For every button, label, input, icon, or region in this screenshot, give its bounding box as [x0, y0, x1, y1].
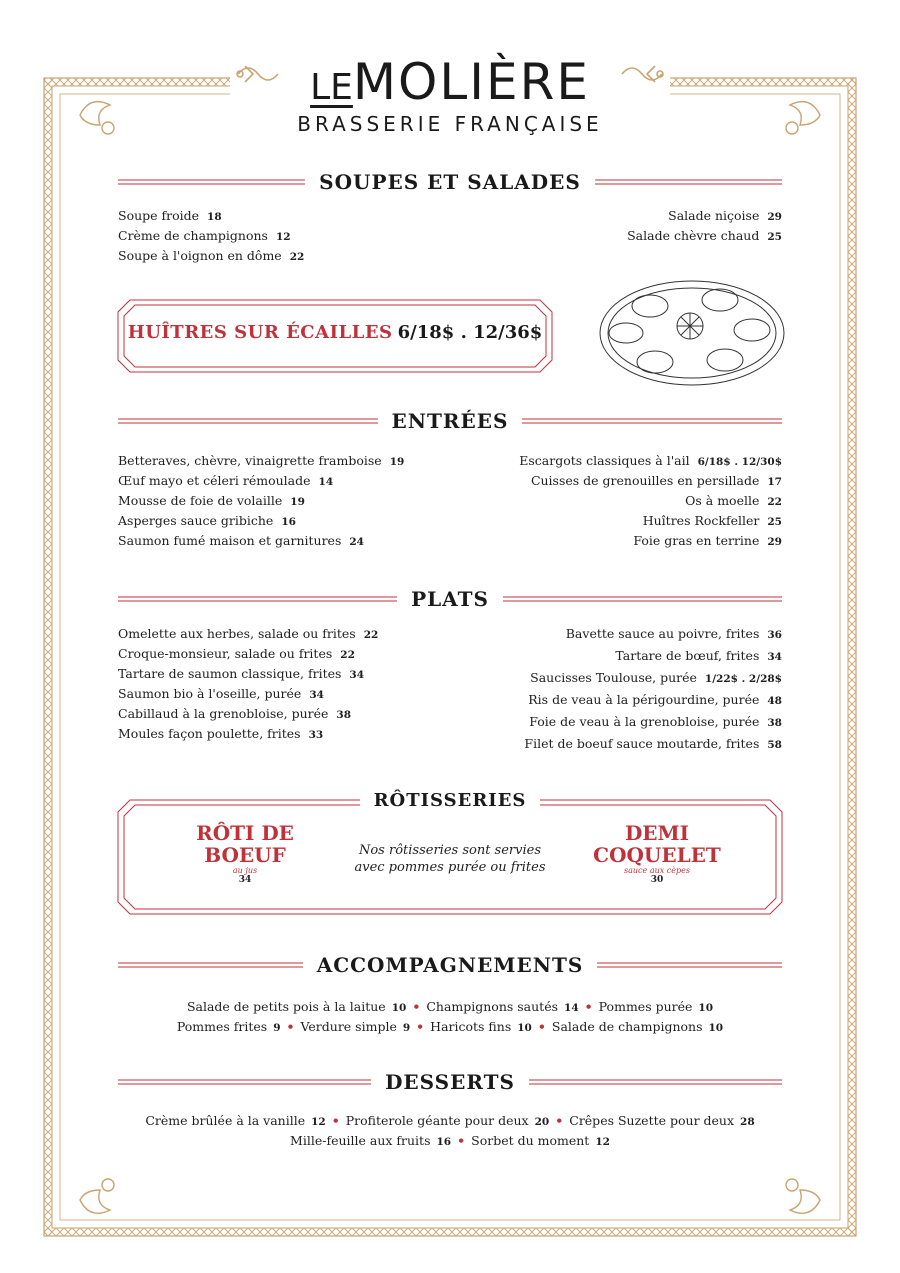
section-accompagnements	[118, 953, 782, 977]
section-plats	[118, 587, 782, 611]
section-title-soupes: SOUPES ET SALADES	[305, 170, 595, 194]
menu-item: Croque-monsieur, salade ou frites 22	[118, 646, 355, 661]
menu-item: Foie gras en terrine 29	[633, 533, 782, 548]
section-entrees	[118, 409, 782, 433]
rotisserie-right-name-2: COQUELET	[593, 843, 721, 867]
section-rotisseries	[0, 790, 900, 811]
rotisserie-note-1: Nos rôtisseries sont servies	[358, 843, 541, 858]
menu-item: Œuf mayo et céleri rémoulade 14	[118, 473, 334, 488]
menu-item: Omelette aux herbes, salade ou frites 22	[118, 626, 379, 641]
brand-prefix: LE	[310, 67, 353, 108]
section-title-entrees: ENTRÉES	[378, 409, 523, 433]
menu-item: Foie de veau à la grenobloise, purée 38	[529, 714, 782, 729]
menu-item: Saumon fumé maison et garnitures 24	[118, 533, 364, 548]
section-title-rotisseries: RÔTISSERIES	[360, 790, 541, 811]
menu-item: Crème de champignons 12	[118, 228, 291, 243]
oyster-plate-illustration	[600, 281, 784, 385]
desserts-line-2: Mille-feuille aux fruits 16 • Sorbet du moment 12	[290, 1133, 610, 1148]
rotisserie-right-sub: sauce aux cèpes	[624, 866, 690, 875]
rotisserie-left-price: 34	[238, 875, 252, 885]
oyster-price: 6/18$ . 12/36$	[397, 322, 543, 343]
accompagnements-line-2: Pommes frites 9 • Verdure simple 9 • Haricots fins 10 • Salade de champignons 10	[176, 1019, 724, 1034]
section-title-plats: PLATS	[397, 587, 503, 611]
menu-item: Huîtres Rockfeller 25	[642, 513, 782, 528]
menu-item: Salade chèvre chaud 25	[627, 228, 782, 243]
menu-item: Ris de veau à la périgourdine, purée 48	[528, 692, 782, 707]
rotisserie-left-name-1: RÔTI DE	[196, 821, 294, 845]
oyster-title: HUÎTRES SUR ÉCAILLES	[127, 322, 393, 343]
rotisserie-left-name-2: BOEUF	[204, 843, 286, 867]
menu-item: Mousse de foie de volaille 19	[118, 493, 305, 508]
menu-item: Cabillaud à la grenobloise, purée 38	[118, 706, 352, 721]
section-desserts	[118, 1070, 782, 1094]
desserts-line-1: Crème brûlée à la vanille 12 • Profiterole géante pour deux 20 • Crêpes Suzette pour deux 28	[145, 1113, 755, 1128]
menu-item: Moules façon poulette, frites 33	[118, 726, 324, 741]
rotisserie-right-name-1: DEMI	[624, 821, 690, 845]
rotisserie-left-sub: au jus	[232, 866, 258, 875]
accompagnements-line-1: Salade de petits pois à la laitue 10 • Champignons sautés 14 • Pommes purée 10	[186, 999, 714, 1014]
menu-item: Os à moelle 22	[685, 493, 782, 508]
menu-item: Cuisses de grenouilles en persillade 17	[530, 473, 782, 488]
rotisserie-note	[330, 842, 570, 876]
menu-item: Escargots classiques à l'ail 6/18$ . 12/30$	[519, 453, 782, 468]
brand-subtitle: BRASSERIE FRANÇAISE	[297, 112, 603, 136]
section-soupes	[118, 170, 782, 194]
menu-item: Saucisses Toulouse, purée 1/22$ . 2/28$	[530, 670, 782, 685]
rotisserie-right-price: 30	[650, 875, 664, 885]
menu-item: Saumon bio à l'oseille, purée 34	[118, 686, 324, 701]
menu-item: Tartare de saumon classique, frites 34	[118, 666, 365, 681]
oyster-feature	[118, 322, 552, 343]
menu-item: Tartare de bœuf, frites 34	[615, 648, 782, 663]
menu-item: Soupe froide 18	[118, 208, 222, 223]
menu-item: Salade niçoise 29	[668, 208, 782, 223]
rotisserie-note-2: avec pommes purée ou frites	[354, 860, 546, 875]
menu-item: Filet de boeuf sauce moutarde, frites 58	[524, 736, 782, 751]
rotisserie-right	[582, 822, 732, 885]
menu-item: Soupe à l'oignon en dôme 22	[118, 248, 305, 263]
brand-logo	[0, 52, 900, 118]
menu-item: Bavette sauce au poivre, frites 36	[565, 626, 782, 641]
menu-item: Asperges sauce gribiche 16	[118, 513, 296, 528]
menu-item: Betteraves, chèvre, vinaigrette framboise 19	[118, 453, 405, 468]
rotisserie-left	[170, 822, 320, 885]
section-title-accompagnements: ACCOMPAGNEMENTS	[303, 953, 598, 977]
brand-name: MOLIÈRE	[352, 53, 590, 111]
section-title-desserts: DESSERTS	[371, 1070, 529, 1094]
